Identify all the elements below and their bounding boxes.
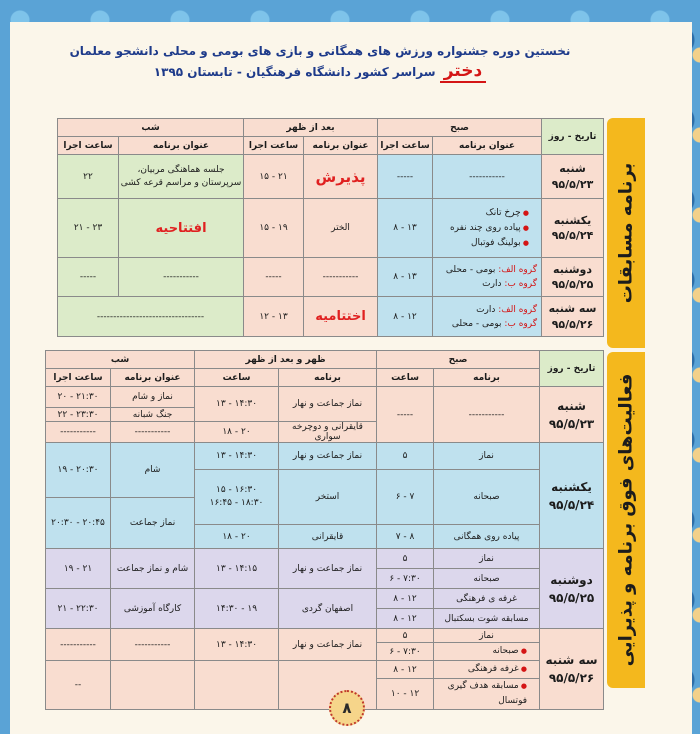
- header-line2: سراسر کشور دانشگاه فرهنگیان - تابستان ۱۳۹۵: [153, 65, 436, 79]
- table-row: صبحانه ۷ - ۶ استخر ۱۶:۳۰ - ۱۵ ۱۸:۳۰ - ۱۶:۴۵: [46, 470, 604, 498]
- document-header: [40, 44, 600, 81]
- table-row: سه شنبه ۹۵/۵/۲۶ گروه الف: دارت گروه ب: بومی - محلی ۱۲ - ۸ اختتامیه ۱۳ - ۱۲ ---------------------------------: [58, 297, 604, 337]
- table-row: ● صبحانه ۷:۳۰ - ۶: [46, 643, 604, 661]
- sidebar-competition: برنامه مسابقات: [607, 118, 645, 348]
- table-row: شنبه ۹۵/۵/۲۳ ----------- ----- پذیرش ۲۱ - ۱۵ جلسه هماهنگی مربیان، سرپرستان و مراسم قرعه کشی ۲۲: [58, 155, 604, 199]
- table-row: ● مسابقه هدف گیری فوتسال ۱۲ - ۱۰: [46, 679, 604, 710]
- table-row: یکشنبه ۹۵/۵/۲۴ نماز ۵ نماز جماعت و نهار ۱۴:۳۰ - ۱۳ شام ۲۰:۳۰ - ۱۹: [46, 443, 604, 470]
- table-row: غرفه ی فرهنگی ۱۲ - ۸ اصفهان گردی ۱۹ - ۱۴:۳۰ کارگاه آموزشی ۲۲:۳۰ - ۲۱: [46, 589, 604, 609]
- t1-h-onvan: عنوان برنامه: [433, 137, 542, 155]
- t1-h-onvan: عنوان برنامه: [119, 137, 244, 155]
- t2-h-shab: شب: [46, 351, 195, 369]
- header-line1: نخستین دوره جشنواره ورزش های همگانی و بازی های بومی و محلی دانشجو معلمان: [69, 44, 571, 58]
- table-row: دوشنبه ۹۵/۵/۲۵ نماز ۵ نماز جماعت و نهار ۱۴:۱۵ - ۱۳ شام و نماز جماعت ۲۱ - ۱۹: [46, 549, 604, 569]
- table-row: مسابقه شوت بسکتبال ۱۲ - ۸: [46, 609, 604, 629]
- t1-h-saat: ساعت اجرا: [378, 137, 433, 155]
- table-row: پیاده روی همگانی ۸ - ۷ قایقرانی ۲۰ - ۱۸: [46, 525, 604, 549]
- page-number: ۸: [329, 690, 365, 726]
- table-row: نماز جماعت ۲۰:۴۵ - ۲۰:۳۰: [46, 498, 604, 525]
- table-row: صبحانه ۷:۳۰ - ۶: [46, 569, 604, 589]
- t1-h-saat: ساعت اجرا: [244, 137, 304, 155]
- table-row: جنگ شبانه ۲۳:۳۰ - ۲۲: [46, 408, 604, 422]
- t2-h-sobh: صبح: [377, 351, 540, 369]
- t2-h-date: تاریخ - روز: [540, 351, 604, 387]
- sidebar-extracurricular: فعالیت‌های فوق برنامه و پذیرایی: [607, 352, 645, 688]
- competition-table: [57, 118, 604, 337]
- t2-h-zohr: ظهر و بعد از ظهر: [195, 351, 377, 369]
- t1-h-onvan: عنوان برنامه: [304, 137, 378, 155]
- t1-h-sobh: صبح: [378, 119, 542, 137]
- table-row: دوشنبه ۹۵/۵/۲۵ گروه الف: بومی - محلی گروه ب: دارت ۱۳ - ۸ ----------- ----- ----------- -----: [58, 258, 604, 297]
- t1-h-date: تاریخ - روز: [542, 119, 604, 155]
- header-dokhtar: دختر: [440, 61, 487, 83]
- t1-h-zohr: بعد از ظهر: [244, 119, 378, 137]
- table-row: قایقرانی و دوچرخه سواری ۲۰ - ۱۸ ----------- -----------: [46, 422, 604, 443]
- t1-h-shab: شب: [58, 119, 244, 137]
- table-row: سه شنبه ۹۵/۵/۲۶ نماز ۵ نماز جماعت و نهار ۱۴:۳۰ - ۱۳ ----------- -----------: [46, 629, 604, 643]
- table-row: یکشنبه ۹۵/۵/۲۴ ● چرخ تانک ● پیاده روی چند نفره ● بولینگ فوتبال ۱۳ - ۸ الختر ۱۹ - ۱۵ افتتاحیه ۲۳ - ۲۱: [58, 199, 604, 258]
- table-row: شنبه ۹۵/۵/۲۳ ----------- ----- نماز جماعت و نهار ۱۴:۳۰ - ۱۳ نماز و شام ۲۱:۳۰ - ۲۰: [46, 387, 604, 408]
- t1-h-saat: ساعت اجرا: [58, 137, 119, 155]
- activities-table: تاریخ - روز صبح ظهر و بعد از ظهر شب برنامه ساعت برنامه ساعت عنوان برنامه ساعت اجرا شنبه ۹۵/۵/۲۳ ----------- ----- نماز جماعت و نهار ۱۴:۳۰ - ۱۳ نماز و شام ۲۱:۳۰ - ۲۰ جنگ شبانه ۲۳:۳۰ - ۲۲ قایقرانی و دوچرخه سواری ۲۰ - ۱۸ ----------- ----------- یکشنبه ۹۵/۵/۲۴ نماز ۵ نماز جماعت و نهار ۱۴:۳۰ - ۱۳ شام ۲۰:۳۰ - ۱۹ صبحانه ۷ - ۶ استخر ۱۶:۳۰ - ۱۵ ۱۸:۳۰ - ۱۶:۴۵ نماز جماعت ۲۰:۴۵ - ۲۰:۳۰ پیاده روی همگانی ۸ - ۷ قایقرانی ۲۰ - ۱۸ دوشنبه ۹۵/۵/۲۵ نماز ۵ نماز جماعت و نهار ۱۴:۱۵ - ۱۳ شام و نماز جماعت ۲۱ - ۱۹ صبحانه ۷:۳۰ - ۶ غرفه ی فرهنگی ۱۲ - ۸ اصفهان گردی ۱۹ - ۱۴:۳۰ کارگاه آموزشی ۲۲:۳۰ - ۲۱ مسابقه شوت بسکتبال ۱۲ - ۸ سه شنبه ۹۵/۵/۲۶ نماز ۵ نماز جماعت و نهار ۱۴:۳۰ - ۱۳ ----------- ----------- ● صبحانه ۷:۳۰ - ۶ ● غرفه فرهنگی ۱۲ - ۸ -- ● مسابقه هدف گیری فوتسال ۱۲ - ۱۰: [45, 350, 604, 710]
- table-row: ● غرفه فرهنگی ۱۲ - ۸ --: [46, 661, 604, 679]
